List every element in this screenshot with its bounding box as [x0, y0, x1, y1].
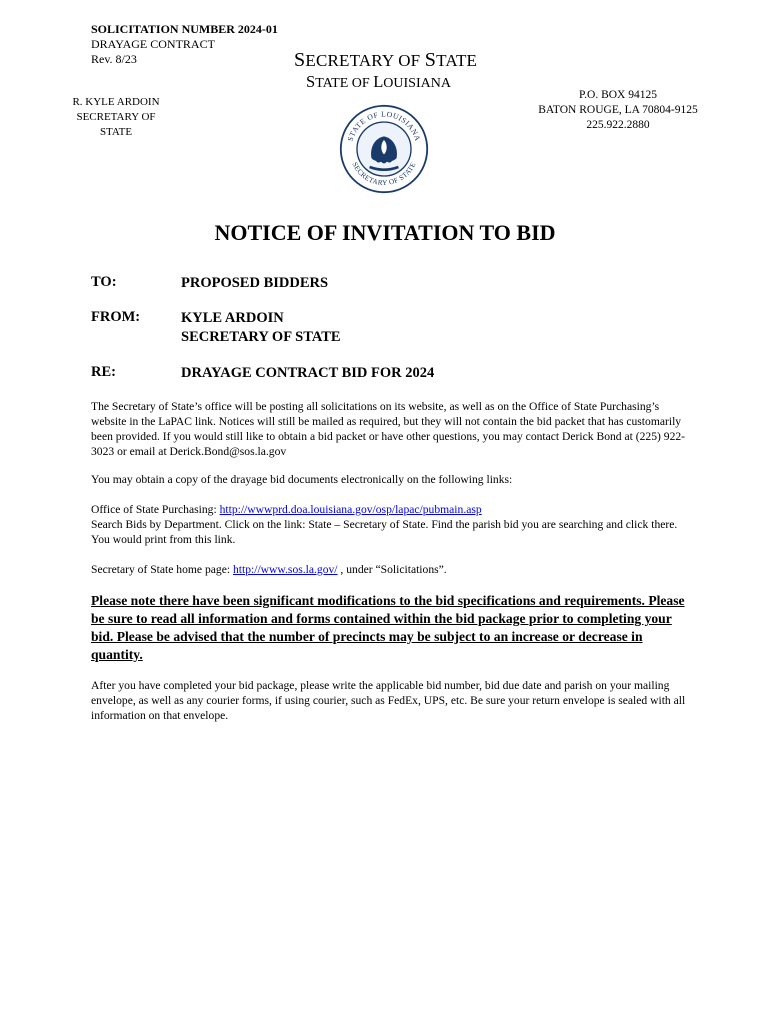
links-intro-paragraph: You may obtain a copy of the drayage bid documents electronically on the following links:: [91, 473, 513, 486]
official-name: R. KYLE ARDOIN: [72, 96, 160, 108]
phone: 225.922.2880: [586, 119, 650, 131]
solicitation-block: [91, 22, 278, 67]
state-title: STATE OF LOUISIANA: [306, 72, 451, 91]
osp-paragraph: Office of State Purchasing: http://wwwprd.doa.louisiana.gov/osp/lapac/pubmain.asp Search Bids by Department. Click on the link: State – Secretary of State. Find the parish bid you are searching and click there. You would print from this link.: [91, 503, 678, 546]
intro-paragraph: The Secretary of State’s office will be posting all solicitations on its website, as well as on the Office of State Purchasing’s website in the LaPAC link. Notices will still be mailed as required, but they will not contain the bid packet that has customarily been provided. If you would still like to obtain a bid packet or have other questions, you may contact Derick Bond at (225) 922-3023 or email at Derick.Bond@sos.la.gov: [91, 400, 686, 458]
from-label: FROM:: [91, 309, 141, 325]
important-notice: Please note there have been significant modifications to the bid specifications and requirements. Please be sure to read all information and forms contained within the bid package prior to completing your bid. Please be advised that the number of precincts may be subject to an increase or decrease in quantity.: [91, 593, 685, 662]
official-name-block: [60, 95, 172, 140]
solicitation-number: SOLICITATION NUMBER 2024-01: [91, 22, 278, 36]
official-title: SECRETARY OF STATE: [76, 111, 156, 138]
office-title: SECRETARY OF STATE: [294, 49, 478, 71]
osp-instructions: Search Bids by Department. Click on the link: State – Secretary of State. Find the parish bid you are searching and click there. You would print from this link.: [91, 518, 678, 546]
notice-title: NOTICE OF INVITATION TO BID: [214, 220, 556, 245]
svg-text:SECRETARY OF STATE: SECRETARY OF STATE: [350, 160, 418, 188]
to-label: TO:: [91, 274, 117, 290]
from-value: KYLE ARDOIN SECRETARY OF STATE: [181, 310, 341, 345]
contract-name: DRAYAGE CONTRACT: [91, 37, 215, 51]
city-state-zip: BATON ROUGE, LA 70804-9125: [538, 104, 698, 116]
state-seal-icon: [339, 104, 429, 194]
sos-home-link[interactable]: http://www.sos.la.gov/: [232, 563, 338, 576]
sos-paragraph: Secretary of State home page: http://www.sos.la.gov/ , under “Solicitations”.: [91, 563, 447, 576]
to-value: PROPOSED BIDDERS: [181, 275, 329, 291]
revision: Rev. 8/23: [91, 52, 137, 66]
po-box: P.O. BOX 94125: [579, 89, 657, 101]
re-value: DRAYAGE CONTRACT BID FOR 2024: [181, 365, 435, 381]
re-label: RE:: [91, 364, 116, 380]
closing-paragraph: After you have completed your bid package, please write the applicable bid number, bid due date and parish on your mailing envelope, as well as any courier forms, if using courier, such as FedEx, UPS, etc. Be sure your return envelope is sealed with all information on that envelope.: [91, 679, 686, 722]
osp-link[interactable]: http://wwwprd.doa.louisiana.gov/osp/lapac/pubmain.asp: [219, 503, 482, 516]
svg-text:STATE OF LOUISIANA: STATE OF LOUISIANA: [345, 109, 423, 143]
address-block: [530, 88, 706, 133]
